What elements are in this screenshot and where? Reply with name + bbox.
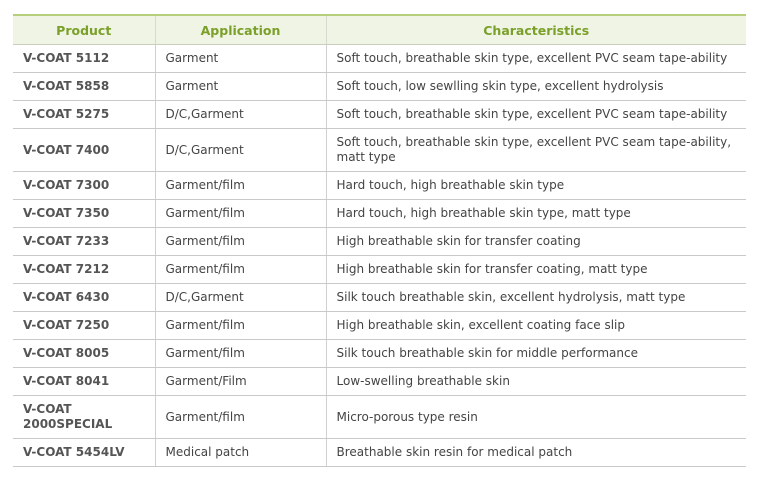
- cell-product: V-COAT 5454LV: [13, 439, 155, 467]
- table-row: [13, 200, 746, 228]
- table-row: [13, 312, 746, 340]
- cell-application: Garment: [155, 45, 326, 73]
- cell-application: Garment/film: [155, 312, 326, 340]
- cell-characteristics: Micro-porous type resin: [326, 396, 746, 439]
- product-table-container: [13, 14, 746, 467]
- cell-application: Garment/film: [155, 340, 326, 368]
- cell-application: Garment/film: [155, 256, 326, 284]
- cell-application: D/C,Garment: [155, 101, 326, 129]
- cell-characteristics: Hard touch, high breathable skin type, matt type: [326, 200, 746, 228]
- cell-product: V-COAT 8041: [13, 368, 155, 396]
- header-characteristics: Characteristics: [326, 15, 746, 45]
- table-row: [13, 340, 746, 368]
- cell-product: V-COAT 5275: [13, 101, 155, 129]
- cell-product: V-COAT 7350: [13, 200, 155, 228]
- table-row: [13, 284, 746, 312]
- cell-application: Medical patch: [155, 439, 326, 467]
- table-row: [13, 396, 746, 439]
- table-row: [13, 129, 746, 172]
- cell-characteristics: Hard touch, high breathable skin type: [326, 172, 746, 200]
- cell-product: V-COAT 7300: [13, 172, 155, 200]
- cell-characteristics: Silk touch breathable skin for middle performance: [326, 340, 746, 368]
- cell-characteristics: High breathable skin for transfer coating: [326, 228, 746, 256]
- cell-application: Garment/Film: [155, 368, 326, 396]
- table-row: [13, 45, 746, 73]
- header-application: Application: [155, 15, 326, 45]
- table-row: [13, 368, 746, 396]
- table-header-row: [13, 15, 746, 45]
- header-product: Product: [13, 15, 155, 45]
- cell-product: V-COAT 6430: [13, 284, 155, 312]
- cell-application: Garment/film: [155, 228, 326, 256]
- cell-characteristics: High breathable skin for transfer coating, matt type: [326, 256, 746, 284]
- cell-application: Garment/film: [155, 200, 326, 228]
- cell-application: Garment/film: [155, 396, 326, 439]
- cell-product: V-COAT 7233: [13, 228, 155, 256]
- cell-product: V-COAT 5858: [13, 73, 155, 101]
- table-row: [13, 101, 746, 129]
- cell-characteristics: Soft touch, low sewlling skin type, excellent hydrolysis: [326, 73, 746, 101]
- table-row: [13, 256, 746, 284]
- cell-product: V-COAT 7212: [13, 256, 155, 284]
- table-row: [13, 439, 746, 467]
- cell-product: V-COAT 8005: [13, 340, 155, 368]
- cell-application: D/C,Garment: [155, 284, 326, 312]
- cell-characteristics: Breathable skin resin for medical patch: [326, 439, 746, 467]
- table-row: [13, 73, 746, 101]
- cell-characteristics: Soft touch, breathable skin type, excellent PVC seam tape-ability: [326, 45, 746, 73]
- cell-characteristics: Soft touch, breathable skin type, excellent PVC seam tape-ability, matt type: [326, 129, 746, 172]
- cell-product: V-COAT 2000SPECIAL: [13, 396, 155, 439]
- cell-application: D/C,Garment: [155, 129, 326, 172]
- cell-application: Garment: [155, 73, 326, 101]
- cell-product: V-COAT 5112: [13, 45, 155, 73]
- table-row: [13, 228, 746, 256]
- cell-application: Garment/film: [155, 172, 326, 200]
- cell-product: V-COAT 7400: [13, 129, 155, 172]
- cell-characteristics: Low-swelling breathable skin: [326, 368, 746, 396]
- table-row: [13, 172, 746, 200]
- cell-characteristics: Silk touch breathable skin, excellent hydrolysis, matt type: [326, 284, 746, 312]
- cell-characteristics: Soft touch, breathable skin type, excellent PVC seam tape-ability: [326, 101, 746, 129]
- product-table: [13, 14, 746, 467]
- cell-product: V-COAT 7250: [13, 312, 155, 340]
- cell-characteristics: High breathable skin, excellent coating face slip: [326, 312, 746, 340]
